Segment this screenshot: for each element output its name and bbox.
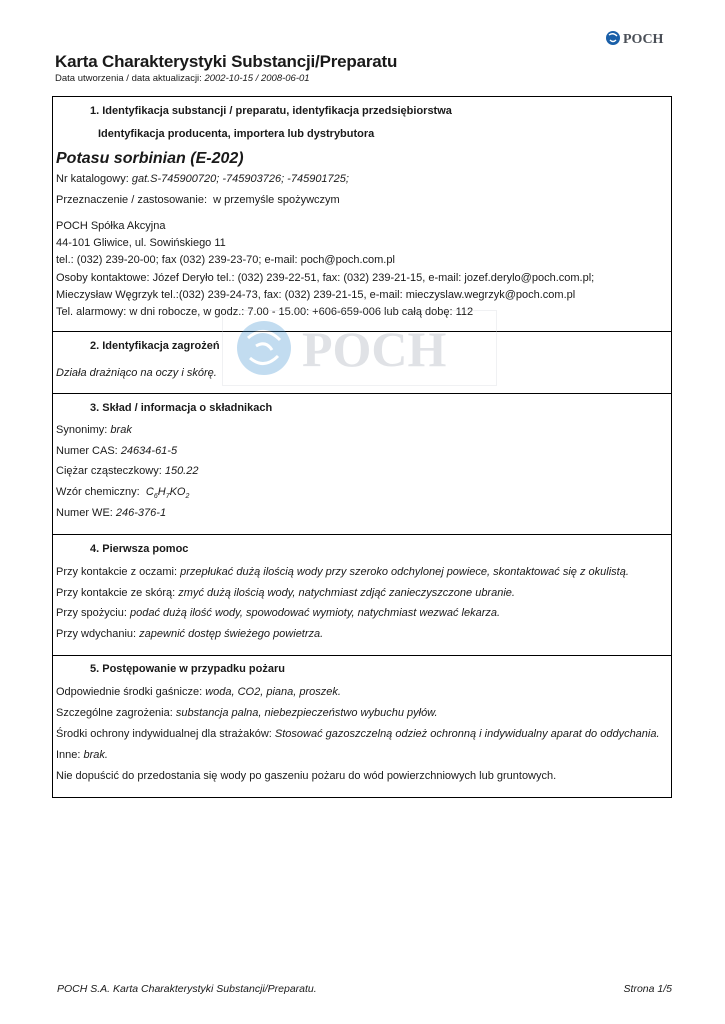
catalog-label: Nr katalogowy: xyxy=(56,173,129,185)
fire-label: Szczególne zagrożenia: xyxy=(56,707,173,719)
company-line: Mieczysław Węgrzyk tel.:(032) 239-24-73, fax: (032) 239-21-15, e-mail: mieczyslaw.wegrzyk@poch.com.pl xyxy=(56,289,576,301)
section4-heading: 4. Pierwsza pomoc xyxy=(90,543,189,555)
first-aid-value: zapewnić dostęp świeżego powietrza. xyxy=(139,628,324,640)
hazard-text: Działa drażniąco na oczy i skórę. xyxy=(56,367,217,379)
formula-label: Wzór chemiczny: xyxy=(56,486,140,498)
company-line: tel.: (032) 239-20-00; fax (032) 239-23-70; e-mail: poch@poch.com.pl xyxy=(56,254,395,266)
first-aid-item xyxy=(56,587,515,600)
company-line: Tel. alarmowy: w dni robocze, w godz.: 7.00 - 15.00: +606-659-006 lub całą dobę: 112 xyxy=(56,306,474,318)
fire-item xyxy=(56,686,341,699)
dates-value: 2002-10-15 / 2008-06-01 xyxy=(204,73,310,84)
section5-heading: 5. Postępowanie w przypadku pożaru xyxy=(90,663,285,675)
fire-value: substancja palna, niebezpieczeństwo wybuchu pyłów. xyxy=(175,707,438,719)
catalog-number xyxy=(56,173,349,186)
section1-subheading: Identyfikacja producenta, importera lub dystrybutora xyxy=(98,128,375,140)
cas-label: Numer CAS: xyxy=(56,445,118,457)
we-value: 246-376-1 xyxy=(115,507,167,519)
product-name: Potasu sorbinian (E-202) xyxy=(56,150,244,167)
synonyms-value: brak xyxy=(110,424,132,436)
first-aid-value: zmyć dużą ilością wody, natychmiast zdjąć zanieczyszczone ubranie. xyxy=(178,587,515,599)
fire-label: Odpowiednie środki gaśnicze: xyxy=(56,686,203,698)
first-aid-value: przepłukać dużą ilością wody przy szeroko odchylonej powiece, skontaktować się z okulistą. xyxy=(180,566,629,578)
we-number xyxy=(56,507,166,520)
section1-heading: 1. Identyfikacja substancji / preparatu, identyfikacja przedsiębiorstwa xyxy=(90,105,452,117)
fire-label: Środki ochrony indywidualnej dla strażaków: xyxy=(56,728,272,740)
poch-watermark-icon xyxy=(222,310,497,386)
usage-label: Przeznaczenie / zastosowanie: xyxy=(56,194,208,206)
fire-value: brak. xyxy=(83,749,108,761)
logo-text: POCH xyxy=(623,32,664,47)
company-line: Osoby kontaktowe: Józef Deryło tel.: (032) 239-22-51, fax: (032) 239-21-15, e-mail: jozef.derylo@poch.com.pl; xyxy=(56,272,595,284)
first-aid-label: Przy kontakcie z oczami: xyxy=(56,566,178,578)
company-line: POCH Spółka Akcyjna xyxy=(56,220,166,232)
mass-value: 150.22 xyxy=(164,465,199,477)
footer-document-name: POCH S.A. Karta Charakterystyki Substancji/Preparatu. xyxy=(57,983,317,995)
first-aid-item xyxy=(56,607,500,620)
section2-heading: 2. Identyfikacja zagrożeń xyxy=(90,340,220,352)
formula-value: $C_6H_7KO_2$ xyxy=(145,486,190,501)
first-aid-label: Przy kontakcie ze skórą: xyxy=(56,587,176,599)
fire-item xyxy=(56,707,438,720)
cas-number xyxy=(56,445,177,458)
section3-heading: 3. Skład / informacja o składnikach xyxy=(90,402,273,414)
cas-value: 24634-61-5 xyxy=(120,445,178,457)
we-label: Numer WE: xyxy=(56,507,113,519)
mass-label: Ciężar cząsteczkowy: xyxy=(56,465,162,477)
fire-label: Inne: xyxy=(56,749,81,761)
poch-logo-mark-icon xyxy=(604,28,672,48)
page-title: Karta Charakterystyki Substancji/Preparatu xyxy=(55,52,398,71)
section-identification xyxy=(52,96,672,332)
fire-note: Nie dopuścić do przedostania się wody po gaszeniu pożaru do wód powierzchniowych lub gruntowych. xyxy=(56,770,557,782)
section-fire xyxy=(52,655,672,798)
poch-watermark xyxy=(222,310,497,386)
document-dates xyxy=(55,73,310,84)
fire-item xyxy=(56,728,660,741)
first-aid-label: Przy spożyciu: xyxy=(56,607,127,619)
footer-page-number: Strona 1/5 xyxy=(623,983,672,995)
fire-item xyxy=(56,749,108,762)
fire-value: Stosować gazoszczelną odzież ochronną i indywidualny aparat do oddychania. xyxy=(274,728,660,740)
chemical-formula xyxy=(56,486,189,503)
synonyms-label: Synonimy: xyxy=(56,424,108,436)
usage xyxy=(56,194,340,207)
first-aid-item xyxy=(56,628,323,641)
section-composition xyxy=(52,393,672,535)
first-aid-value: podać dużą ilość wody, spowodować wymioty, natychmiast wezwać lekarza. xyxy=(129,607,501,619)
dates-label: Data utworzenia / data aktualizacji: xyxy=(55,73,202,84)
catalog-value: gat.S-745900720; -745903726; -745901725; xyxy=(131,173,349,185)
molecular-mass xyxy=(56,465,198,478)
poch-logo xyxy=(604,28,672,48)
synonyms xyxy=(56,424,132,437)
first-aid-item xyxy=(56,566,629,579)
company-line: 44-101 Gliwice, ul. Sowińskiego 11 xyxy=(56,237,226,249)
watermark-text: POCH xyxy=(302,321,447,377)
usage-value: w przemyśle spożywczym xyxy=(213,194,340,206)
section-first-aid xyxy=(52,534,672,656)
first-aid-label: Przy wdychaniu: xyxy=(56,628,137,640)
fire-value: woda, CO2, piana, proszek. xyxy=(205,686,341,698)
